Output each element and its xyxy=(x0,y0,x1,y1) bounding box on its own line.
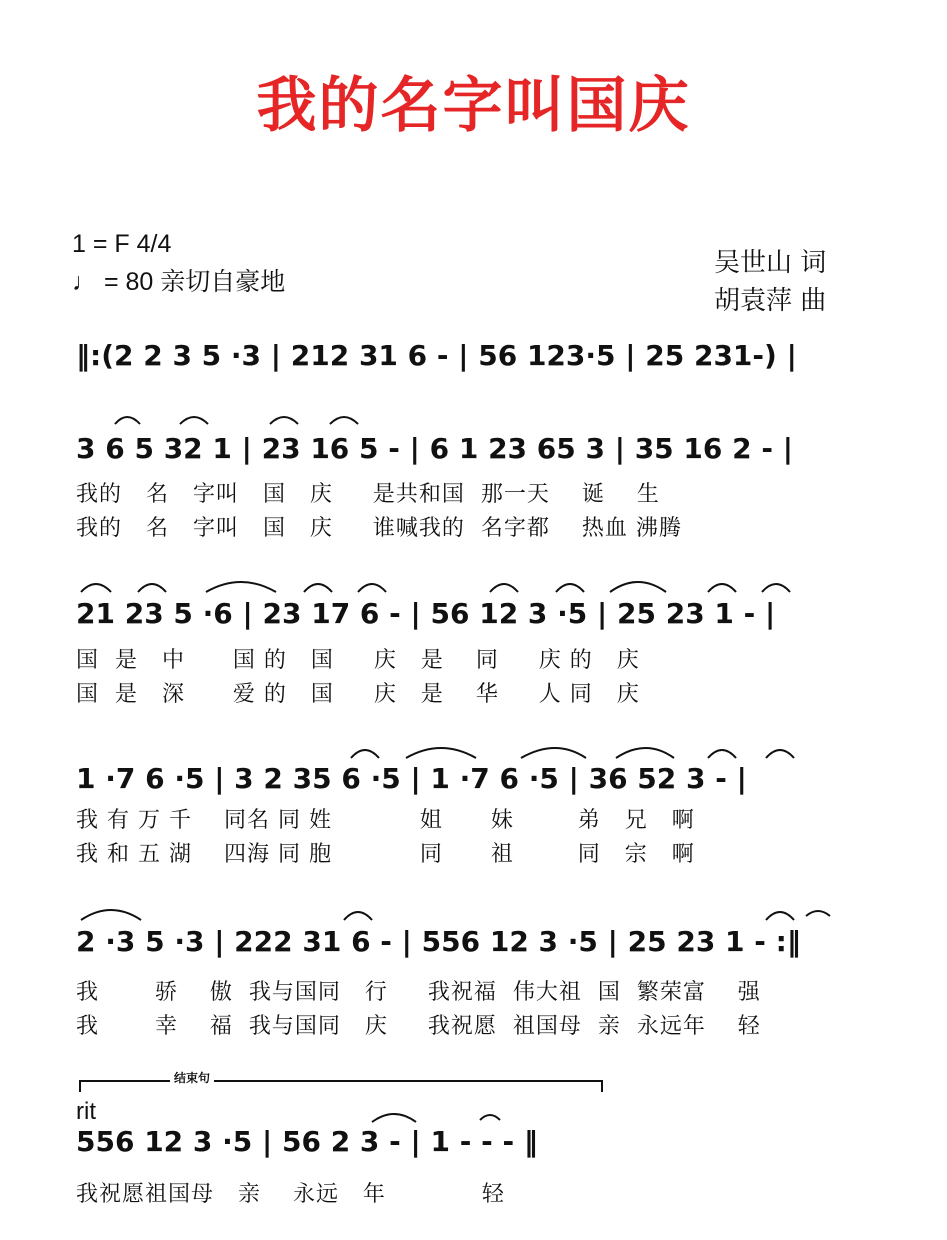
score-line: 2 ·3 5 ·3 | 222 31 6 - | 556 12 3 ·5 | 25 23 1 - :‖ xyxy=(76,925,801,958)
lyric-line: 我 幸 福 我与国同 庆 我祝愿 祖国母 亲 永远年 轻 xyxy=(76,1014,761,1039)
lyric-line: 国 是 深 爱 的 国 庆 是 华 人 同 庆 xyxy=(76,682,640,707)
end-phrase-label: 结束句 xyxy=(170,1072,214,1084)
slur-marks xyxy=(76,738,876,764)
bracket-right-tick xyxy=(601,1080,603,1092)
slur-marks xyxy=(110,406,410,432)
lyricist-credit: 吴世山 词 xyxy=(714,248,827,278)
score-line: 21 23 5 ·6 | 23 17 6 - | 56 12 3 ·5 | 25 23 1 - | xyxy=(76,597,776,630)
lyric-line: 我祝愿祖国母 亲 永远 年 轻 xyxy=(76,1182,505,1207)
lyric-line: 我的 名 字叫 国 庆 是共和国 那一天 诞 生 xyxy=(76,482,660,507)
lyric-line: 我 骄 傲 我与国同 行 我祝福 伟大祖 国 繁荣富 强 xyxy=(76,980,761,1005)
end-phrase-bracket xyxy=(80,1080,602,1082)
lyric-line: 国 是 中 国 的 国 庆 是 同 庆 的 庆 xyxy=(76,648,640,673)
lyric-line: 我 有 万 千 同名 同 姓 姐 妹 弟 兄 啊 xyxy=(76,808,695,833)
lyric-line: 我的 名 字叫 国 庆 谁喊我的 名字都 热血 沸腾 xyxy=(76,516,682,541)
score-line: 556 12 3 ·5 | 56 2 3 - | 1 - - - ‖ xyxy=(76,1125,538,1158)
rit-marking: rit xyxy=(76,1098,96,1125)
bracket-left-tick xyxy=(79,1080,81,1092)
slur-marks xyxy=(76,572,876,598)
score-line: ‖:(2 2 3 5 ·3 | 212 31 6 - | 56 123·5 | 25 231-) | xyxy=(76,339,797,372)
key-meter: 1 = F 4/4 xyxy=(72,230,172,258)
song-title: 我的名字叫国庆 xyxy=(256,71,691,141)
lyric-line: 我 和 五 湖 四海 同 胞 同 祖 同 宗 啊 xyxy=(76,842,695,867)
tempo-marking: ♩ = 80 亲切自豪地 xyxy=(72,268,286,296)
slur-marks xyxy=(76,900,876,926)
score-line: 3 6 5 32 1 | 23 16 5 - | 6 1 23 65 3 | 35 16 2 - | xyxy=(76,432,793,465)
score-line: 1 ·7 6 ·5 | 3 2 35 6 ·5 | 1 ·7 6 ·5 | 36 52 3 - | xyxy=(76,762,747,795)
composer-credit: 胡袁萍 曲 xyxy=(714,286,827,316)
